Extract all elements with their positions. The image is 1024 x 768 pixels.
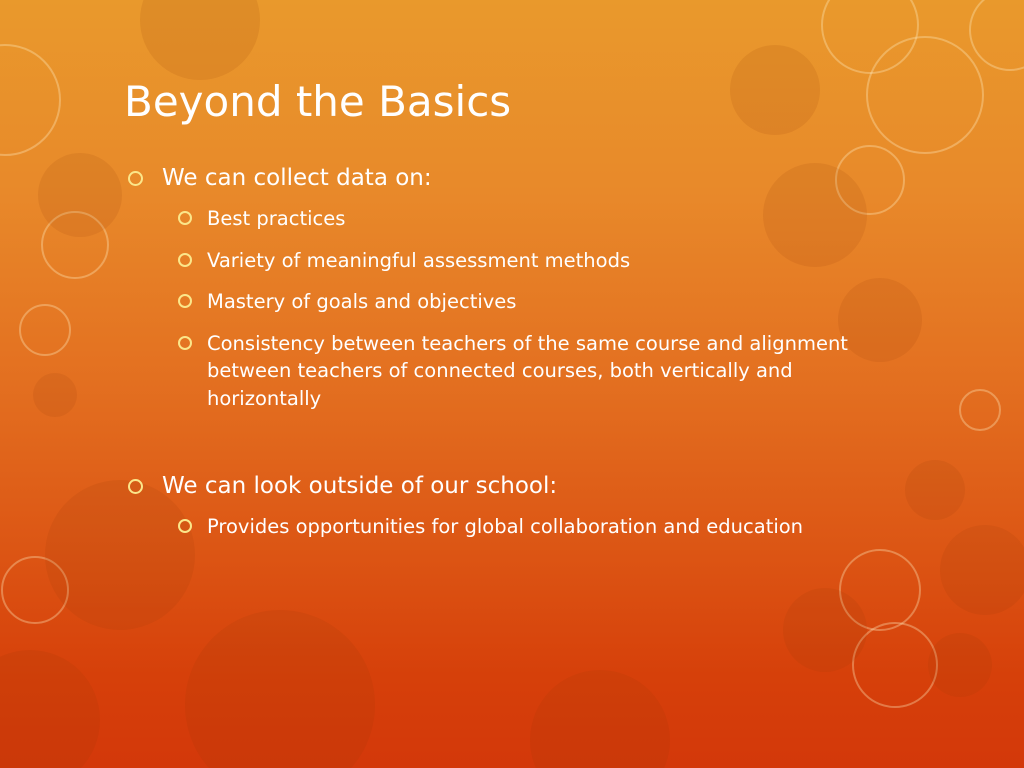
slide-title: Beyond the Basics [124, 77, 512, 126]
ring-bullet-icon [178, 253, 192, 267]
bullet-level2-item [169, 205, 884, 233]
ring-bullet-icon [178, 336, 192, 350]
bullet-text: Best practices [207, 207, 346, 230]
ring-bullet-icon [128, 171, 143, 186]
bullet-level1-collect-data [124, 162, 884, 194]
bullet-level1-look-outside [124, 470, 884, 502]
bullet-level2-item [169, 513, 884, 541]
ring-bullet-icon [128, 479, 143, 494]
ring-bullet-icon [178, 294, 192, 308]
bullet-text: Mastery of goals and objectives [207, 290, 517, 313]
bullet-text: Provides opportunities for global collaboration and education [207, 515, 804, 538]
ring-bullet-icon [178, 211, 192, 225]
bullet-text: Consistency between teachers of the same course and alignment between teachers of connected courses, both vertically and horizontally [207, 331, 848, 410]
bullet-level2-item [169, 247, 884, 275]
bullet-level2-item [169, 330, 884, 413]
bullet-text: Variety of meaningful assessment methods [207, 248, 631, 272]
slide-content [124, 162, 884, 555]
bullet-text: We can collect data on: [162, 165, 432, 191]
section-spacer [124, 426, 884, 470]
bullet-text: We can look outside of our school: [162, 473, 558, 499]
bullet-level2-item [169, 288, 884, 316]
ring-bullet-icon [178, 519, 192, 533]
